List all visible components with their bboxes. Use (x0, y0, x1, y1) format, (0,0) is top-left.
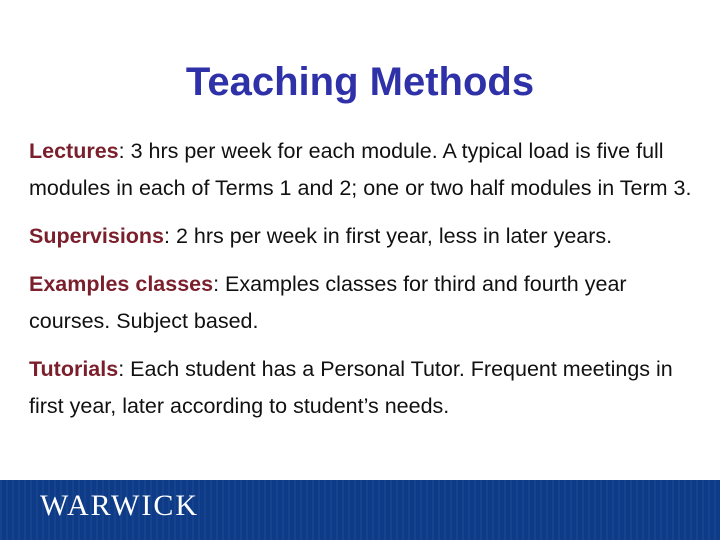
term-tutorials: Tutorials (29, 357, 119, 381)
item-text-lectures: 3 hrs per week for each module. A typical load is five full modules in each of Terms 1 and 2; one or two half modules in Term 3. (29, 139, 692, 200)
term-supervisions: Supervisions (29, 224, 165, 248)
item-text-examples-classes: Examples classes for third and fourth year courses. Subject based. (29, 272, 627, 333)
term-separator: : (213, 272, 226, 296)
term-separator: : (164, 224, 176, 248)
list-item-lectures (29, 133, 699, 207)
footer-bar (0, 480, 720, 540)
term-examples-classes: Examples classes (29, 272, 214, 296)
list-item-supervisions (29, 218, 699, 255)
term-separator: : (118, 357, 131, 381)
warwick-logo: WARWICK (40, 489, 199, 522)
list-item-examples-classes (29, 266, 699, 340)
term-lectures: Lectures (29, 139, 119, 163)
item-text-supervisions: 2 hrs per week in first year, less in later years. (175, 224, 613, 248)
slide-title: Teaching Methods (185, 60, 535, 104)
slide-content (29, 133, 699, 436)
term-separator: : (118, 139, 131, 163)
item-text-tutorials: Each student has a Personal Tutor. Frequent meetings in first year, later according to student’s needs. (29, 357, 673, 418)
list-item-tutorials (29, 351, 699, 425)
